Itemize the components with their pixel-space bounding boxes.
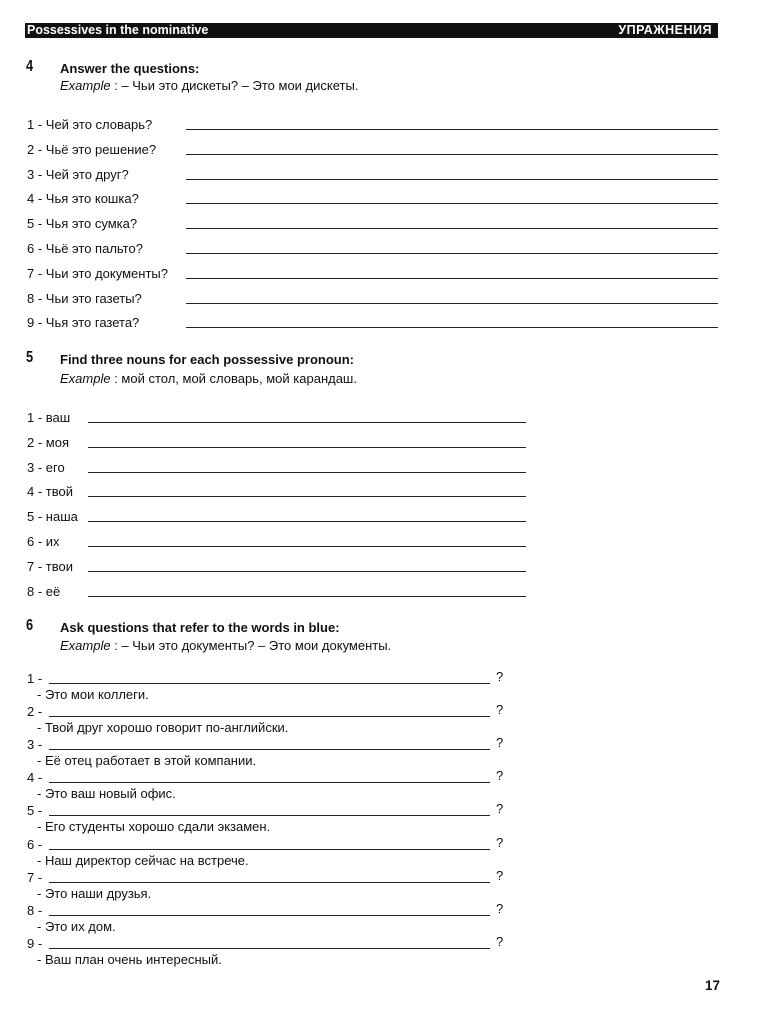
question-mark: ?: [496, 801, 504, 817]
pronoun-row: [27, 410, 526, 426]
answer-blank-line[interactable]: [186, 253, 718, 254]
answer-blank-line[interactable]: [186, 154, 718, 155]
question-mark: ?: [496, 867, 504, 883]
example-text: : мой стол, мой словарь, мой карандаш.: [110, 371, 357, 386]
page-number: 17: [704, 978, 720, 993]
answer-blank-line[interactable]: [88, 596, 526, 597]
question-row: [27, 291, 718, 307]
question-text: 4 - Чья это кошка?: [27, 191, 139, 207]
section-header-bar: [25, 23, 718, 38]
question-number: 3 -: [27, 737, 43, 753]
answer-blank-line[interactable]: [88, 447, 526, 448]
question-text: 8 - Чьи это газеты?: [27, 290, 142, 306]
question-row: [27, 737, 507, 753]
question-number: 5 -: [27, 803, 43, 819]
question-row: [27, 770, 507, 786]
answer-blank-line[interactable]: [186, 228, 718, 229]
answer-blank-line[interactable]: [186, 303, 718, 304]
answer-sentence: - Это ваш новый офис.: [37, 786, 176, 802]
pronoun-row: [27, 534, 526, 550]
answer-sentence: - Это наши друзья.: [37, 885, 152, 901]
question-blank-line[interactable]: [49, 683, 490, 684]
answer-blank-line[interactable]: [186, 327, 718, 328]
example-text: : – Чьи это дискеты? – Это мои дискеты.: [110, 78, 359, 93]
answer-sentence: - Твой друг хорошо говорит по-английски.: [37, 720, 289, 736]
question-row: [27, 216, 718, 232]
answer-sentence: - Её отец работает в этой компании.: [37, 753, 257, 769]
pronoun-label: 6 - их: [27, 534, 60, 549]
answer-blank-line[interactable]: [186, 129, 718, 130]
answer-blank-line[interactable]: [186, 203, 718, 204]
section-title: Possessives in the nominative: [27, 23, 209, 37]
answer-blank-line[interactable]: [88, 546, 526, 547]
question-text: 5 - Чья это сумка?: [27, 216, 138, 232]
answer-blank-line[interactable]: [186, 278, 718, 279]
question-mark: ?: [496, 834, 504, 850]
question-number: 7 -: [27, 869, 43, 885]
question-mark: ?: [496, 900, 504, 916]
question-blank-line[interactable]: [49, 749, 490, 750]
answer-sentence: - Наш директор сейчас на встрече.: [37, 852, 249, 868]
question-row: [27, 704, 507, 720]
question-blank-line[interactable]: [49, 716, 490, 717]
exercise-5-number: 5: [26, 349, 34, 366]
question-blank-line[interactable]: [49, 882, 490, 883]
question-row: [27, 142, 718, 158]
question-row: [27, 834, 507, 853]
example-text: : – Чьи это документы? – Это мои документы.: [110, 638, 392, 653]
question-text: 7 - Чьи это документы?: [27, 265, 168, 281]
exercise-6-number: 6: [26, 617, 34, 634]
question-mark: ?: [496, 702, 504, 718]
section-label: УПРАЖНЕНИЯ: [618, 23, 712, 37]
answer-blank-line[interactable]: [88, 496, 526, 497]
question-blank-line[interactable]: [49, 915, 490, 916]
pronoun-label: 5 - наша: [27, 509, 78, 525]
example-label: Example: [60, 638, 111, 653]
question-row: [27, 803, 507, 819]
question-blank-line[interactable]: [49, 849, 490, 850]
pronoun-row: [27, 484, 526, 500]
question-row: [27, 117, 718, 133]
question-text: 2 - Чьё это решение?: [27, 141, 157, 157]
question-blank-line[interactable]: [49, 948, 490, 949]
question-row: [27, 315, 718, 331]
pronoun-label: 4 - твой: [27, 484, 73, 500]
question-mark: ?: [496, 735, 504, 751]
question-number: 4 -: [27, 770, 43, 786]
question-row: [27, 241, 718, 257]
exercise-4-example: [60, 78, 358, 93]
pronoun-row: [27, 559, 526, 575]
exercise-5-title: Find three nouns for each possessive pronoun:: [60, 352, 354, 367]
question-number: 6 -: [27, 836, 43, 852]
example-label: Example: [60, 371, 111, 386]
answer-sentence: - Ваш план очень интересный.: [37, 951, 222, 967]
question-text: 9 - Чья это газета?: [27, 315, 140, 331]
pronoun-label: 2 - моя: [27, 434, 69, 450]
pronoun-row: [27, 509, 526, 525]
pronoun-label: 7 - твои: [27, 558, 73, 574]
exercise-6-title: Ask questions that refer to the words in blue:: [60, 620, 340, 635]
question-number: 9 -: [27, 935, 43, 951]
question-row: [27, 900, 507, 919]
example-label: Example: [60, 78, 111, 93]
question-mark: ?: [496, 933, 504, 949]
exercise-6-example: [60, 638, 391, 653]
question-text: 3 - Чей это друг?: [27, 166, 129, 182]
question-text: 1 - Чей это словарь?: [27, 117, 153, 132]
question-row: [27, 191, 718, 207]
question-mark: ?: [496, 669, 504, 684]
answer-sentence: - Его студенты хорошо сдали экзамен.: [37, 819, 271, 835]
exercise-5-example: [60, 371, 357, 386]
answer-blank-line[interactable]: [88, 472, 526, 473]
pronoun-row: [27, 435, 526, 451]
answer-blank-line[interactable]: [88, 521, 526, 522]
question-number: 8 -: [27, 902, 43, 918]
answer-sentence: - Это мои коллеги.: [37, 687, 149, 702]
answer-blank-line[interactable]: [88, 422, 526, 423]
question-row: [27, 933, 507, 952]
exercise-4-title: Answer the questions:: [60, 61, 200, 76]
question-blank-line[interactable]: [49, 815, 490, 816]
question-text: 6 - Чьё это пальто?: [27, 241, 143, 256]
question-row: [27, 867, 507, 886]
question-row: [27, 167, 718, 183]
question-number: 1 -: [27, 671, 43, 686]
answer-blank-line[interactable]: [88, 571, 526, 572]
pronoun-row: [27, 460, 526, 476]
answer-sentence: - Это их дом.: [37, 918, 116, 934]
pronoun-label: 1 - ваш: [27, 410, 71, 425]
question-number: 2 -: [27, 704, 43, 720]
pronoun-label: 3 - его: [27, 459, 65, 475]
exercise-4-number: 4: [26, 58, 34, 75]
question-mark: ?: [496, 768, 504, 784]
question-row: [27, 266, 718, 282]
pronoun-row: [27, 584, 526, 600]
pronoun-label: 8 - её: [27, 583, 61, 599]
question-blank-line[interactable]: [49, 782, 490, 783]
answer-blank-line[interactable]: [186, 179, 718, 180]
question-row: [27, 671, 507, 687]
